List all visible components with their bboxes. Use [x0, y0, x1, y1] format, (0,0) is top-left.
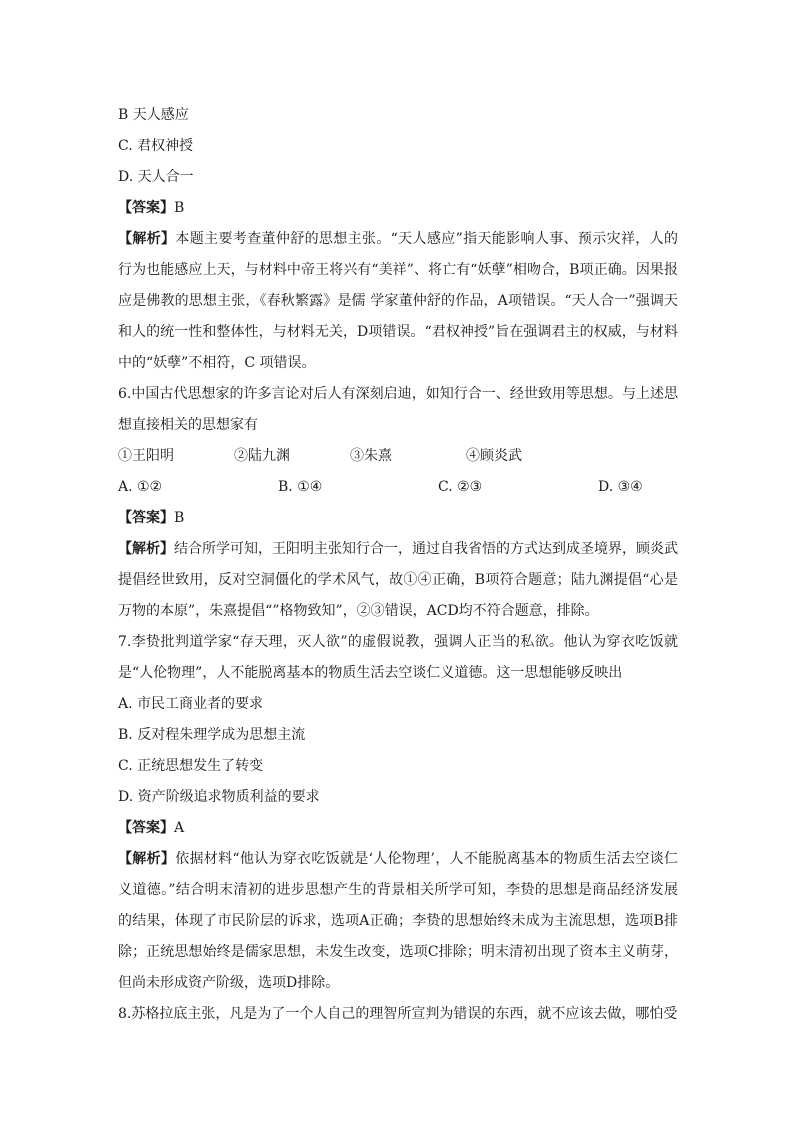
analysis-text: 本题主要考查董仲舒的思想主张。“天人感应”指天能影响人事、预示灾祥，人的行为也能感应上天，与材料中帝王将兴有“美祥”、将亡有“妖孽”相吻合，B项正确。因果报应是佛教的思想主张，《春秋繁露》是儒 学家董仲舒的作品，A项错误。“天人合一”强调天和人的统一性和整体性，与材料无关，D项错误。“君权神授”旨在强调君主的权威，与材料中的“妖孽”不相符，C 项错误。 — [118, 231, 679, 371]
answer-value: A — [174, 820, 185, 836]
q5-option-d: D. 天人合一 — [118, 169, 194, 185]
q5-answer — [118, 193, 678, 224]
q6-choice: C. ②③ — [438, 479, 483, 495]
document-page — [118, 100, 678, 1030]
answer-value: B — [174, 200, 185, 216]
q6-item: ①王阳明 — [118, 448, 174, 464]
q6-items — [118, 441, 678, 472]
q6-choice: A. ①② — [118, 479, 163, 495]
answer-value: B — [174, 510, 185, 526]
q7-stem: 7.李贽批判道学家“存天理，灭人欲”的虚假说教，强调人正当的私欲。他认为穿衣吃饭就是“人伦物理”，人不能脱离基本的物质生活去空谈仁义道德。这一思想能够反映出 — [118, 634, 678, 681]
q6-item: ③朱熹 — [350, 448, 392, 464]
q5-option-b: B 天人感应 — [118, 107, 189, 123]
analysis-label: 【解析】 — [118, 541, 174, 557]
q7-option-d: D. 资产阶级追求物质利益的要求 — [118, 789, 320, 805]
q7-analysis — [118, 844, 678, 999]
q6-choice: D. ③④ — [598, 479, 643, 495]
analysis-label: 【解析】 — [118, 231, 176, 247]
q7-option-c: C. 正统思想发生了转变 — [118, 758, 264, 774]
q6-item: ④顾炎武 — [466, 448, 522, 464]
q6-stem: 6.中国古代思想家的许多言论对后人有深刻启迪，如知行合一、经世致用等思想。与上述思想直接相关的思想家有 — [118, 386, 678, 433]
q6-choices — [118, 472, 678, 503]
q8-stem: 8.苏格拉底主张，凡是为了一个人自己的理智所宣判为错误的东西，就不应该去做，哪怕受 — [118, 1006, 678, 1022]
q6-item: ②陆九渊 — [234, 448, 290, 464]
q7-option-b: B. 反对程朱理学成为思想主流 — [118, 727, 306, 743]
q7-answer — [118, 813, 678, 844]
analysis-label: 【解析】 — [118, 851, 176, 867]
answer-label: 【答案】 — [118, 820, 174, 836]
analysis-text: 结合所学可知，王阳明主张知行合一，通过自我省悟的方式达到成圣境界，顾炎武提倡经世致用，反对空洞僵化的学术风气，故①④正确，B项符合题意；陆九渊提倡“心是万物的本原”，朱熹提倡“”格物致知”，②③错误，ACD均不符合题意，排除。 — [118, 541, 678, 619]
answer-label: 【答案】 — [118, 510, 174, 526]
q5-analysis — [118, 224, 678, 379]
analysis-text: 依据材料“他认为穿衣吃饭就是‘人伦物理’，人不能脱离基本的物质生活去空谈仁义道德。”结合明末清初的进步思想产生的背景相关所学可知，李贽的思想是商品经济发展的结果，体现了市民阶层的诉求，选项A正确；李贽的思想始终未成为主流思想，选项B排除；正统思想始终是儒家思想，未发生改变，选项C排除；明末清初出现了资本主义萌芽，但尚未形成资产阶级，选项D排除。 — [118, 851, 679, 991]
q6-analysis — [118, 534, 678, 627]
q7-option-a: A. 市民工商业者的要求 — [118, 696, 264, 712]
q6-choice: B. ①④ — [278, 479, 323, 495]
q5-option-c: C. 君权神授 — [118, 138, 194, 154]
answer-label: 【答案】 — [118, 200, 174, 216]
q6-answer — [118, 503, 678, 534]
